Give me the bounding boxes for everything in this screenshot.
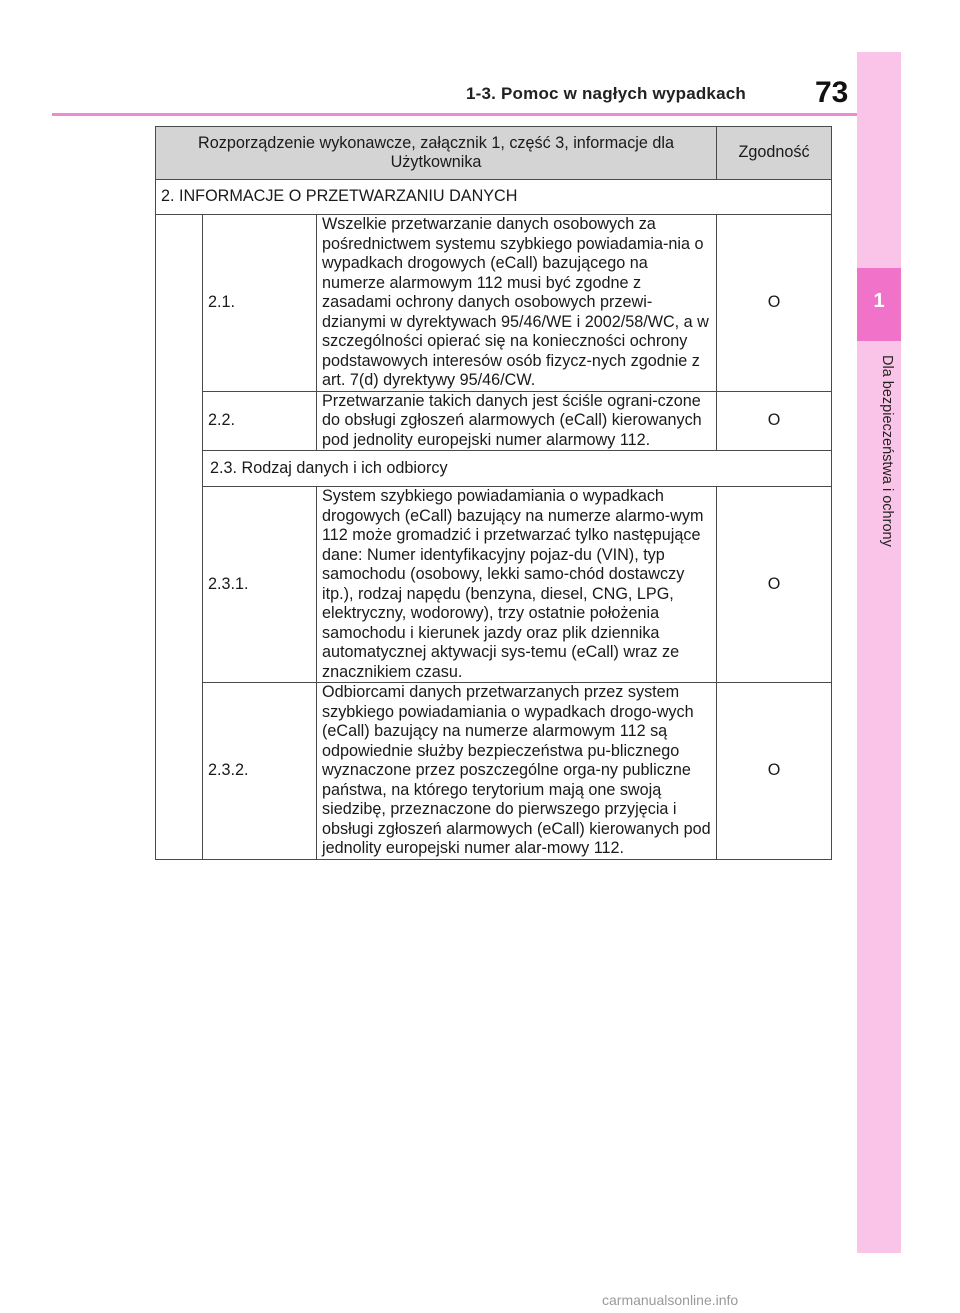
table-row xyxy=(156,391,832,451)
subsection-heading: 2.3. Rodzaj danych i ich odbiorcy xyxy=(203,451,832,487)
chapter-number: 1 xyxy=(873,290,885,312)
table-row xyxy=(156,487,832,683)
subsection-row xyxy=(156,451,832,487)
table-row xyxy=(156,215,832,392)
regulation-table xyxy=(155,126,832,860)
section-row xyxy=(156,180,832,215)
row-number: 2.3.1. xyxy=(203,487,317,683)
row-text: Odbiorcami danych przetwarzanych przez system szybkiego powiadamiania o wypadkach drogo-wych (eCall) bazujący na numerze alarmowym 112 są odpowiednie służby bezpieczeństwa pu-blicznego wyznaczone przez poszczególne orga-ny publiczne państwa, na którego terytorium mają one swoją siedzibę, przeznaczone do pierwszego przyjęcia i obsługi zgłoszeń alarmowych (eCall) kierowanych pod jednolity europejski numer alar-mowy 112. xyxy=(317,683,717,860)
compliance-mark: O xyxy=(717,391,832,451)
row-number: 2.3.2. xyxy=(203,683,317,860)
table-header-row xyxy=(156,127,832,180)
row-text: Wszelkie przetwarzanie danych osobowych za pośrednictwem systemu szybkiego powiadamia-nia o wypadkach drogowych (eCall) bazującego na numerze alarmowym 112 musi być zgodne z zasadami ochrony danych osobowych przewi-dzianymi w dyrektywach 95/46/WE i 2002/58/WC, a w szczególności opierać się na konieczności ochrony podstawowych interesów osób fizycz-nych zgodnie z art. 7(d) dyrektywy 95/46/CW. xyxy=(317,215,717,392)
header-rule xyxy=(52,113,858,116)
compliance-mark: O xyxy=(717,683,832,860)
row-number: 2.1. xyxy=(203,215,317,392)
header-regulation: Rozporządzenie wykonawcze, załącznik 1, część 3, informacje dla Użytkownika xyxy=(156,127,717,180)
compliance-mark: O xyxy=(717,215,832,392)
watermark: carmanualsonline.info xyxy=(602,1292,739,1308)
row-number: 2.2. xyxy=(203,391,317,451)
row-text: System szybkiego powiadamiania o wypadkach drogowych (eCall) bazujący na numerze alarmo-wym 112 może gromadzić i przetwarzać tylko następujące dane: Numer identyfikacyjny pojaz-du (VIN), typ samochodu (osobowy, lekki samo-chód dostawczy itp.), rodzaj napędu (benzyna, diesel, CNG, LPG, elektryczny, wodorowy), trzy ostatnie położenia samochodu i kierunek jazdy oraz plik dziennika automatycznej aktywacji sys-temu (eCall) wraz ze znacznikiem czasu. xyxy=(317,487,717,683)
header-compliance: Zgodność xyxy=(717,127,832,180)
chapter-title: Dla bezpieczeństwa i ochrony xyxy=(879,355,895,547)
table-row xyxy=(156,683,832,860)
compliance-mark: O xyxy=(717,487,832,683)
section-title: 1-3. Pomoc w nagłych wypadkach xyxy=(466,84,746,103)
row-text: Przetwarzanie takich danych jest ściśle ograni-czone do obsługi zgłoszeń alarmowych (eCall) kierowanych pod jednolity europejski numer alarmowy 112. xyxy=(317,391,717,451)
section-heading: 2. INFORMACJE O PRZETWARZANIU DANYCH xyxy=(156,180,832,215)
indent-cell xyxy=(156,215,203,860)
page-number: 73 xyxy=(815,76,849,109)
chapter-side-tab xyxy=(857,52,901,1253)
